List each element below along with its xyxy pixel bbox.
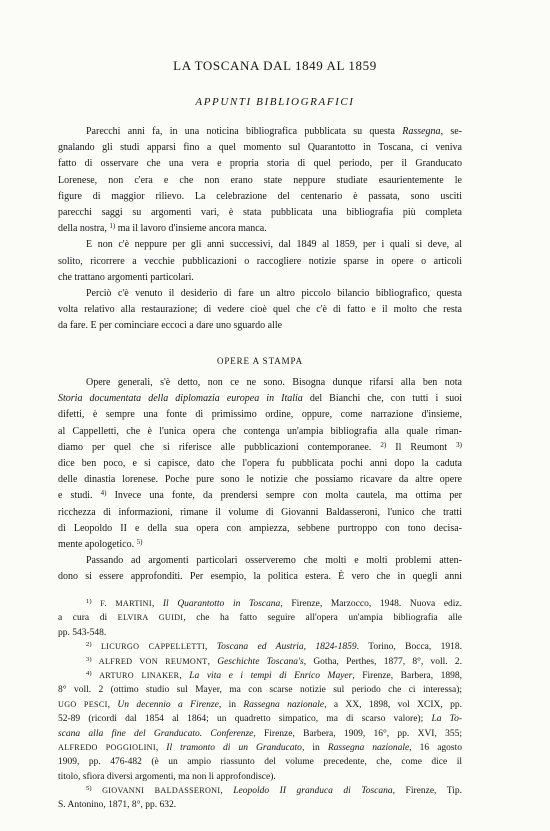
text-run — [92, 671, 100, 681]
footnotes — [58, 597, 462, 813]
text-line — [58, 173, 462, 189]
text-line — [58, 553, 462, 569]
text-line — [58, 124, 462, 140]
text-line — [58, 302, 462, 318]
text-line — [58, 472, 462, 488]
footnote-line — [58, 698, 462, 712]
text-line — [58, 391, 462, 407]
footnote-line — [58, 669, 462, 683]
text-run: diamo per quel che si riferisce alle pubblicazioni contemporanee. — [58, 441, 381, 453]
text-run: ma il lavoro d'insieme ancora manca. — [115, 223, 267, 235]
footnote-number: 4) — [86, 669, 92, 677]
text-run: solito, ricorrere a vecchie pubblicazioni o raccogliere notizie sparse in opere o articoli — [58, 255, 462, 267]
text-run: , che ha fatto seguire all'opera un'ampia bibliografia alle — [183, 613, 462, 624]
author-name: UGO PESCI — [58, 699, 108, 709]
text-line — [58, 205, 462, 221]
text-line — [58, 521, 462, 537]
text-run: e studi. — [58, 490, 101, 502]
author-name: F. MARTINI — [100, 599, 152, 608]
text-run: , Firenze, Barbera, 1909, 16°, pp. XVI, 355; — [253, 728, 463, 739]
text-run: Passando ad argomenti particolari osserveremo che molti e molti problemi atten- — [86, 555, 462, 567]
text-run: Lorenese, non c'era e che non erano state neppure studiate esaurientemente le — [58, 174, 462, 186]
text-run: dice ben poco, e si capisce, dato che l'opera fu pubblicata pochi anni dopo la caduta — [58, 457, 462, 469]
text-run: , in — [218, 699, 244, 710]
text-run: parecchi saggi su argomenti vari, è stata pubblicata una bibliografia più completa — [58, 206, 462, 218]
text-line — [58, 488, 462, 504]
footnote-line — [58, 741, 462, 755]
text-line — [58, 318, 462, 334]
italic-text: Un decennio a Firenze — [117, 699, 219, 710]
text-line — [58, 270, 462, 286]
footnote-ref: 3) — [456, 440, 462, 449]
text-run: ricchezza di informazioni, rimane il volume di Giovanni Baldasseroni, l'unico che tratti — [58, 506, 462, 518]
text-run: E non c'è neppure per gli anni successivi, dal 1849 al 1859, per i quali si deve, al — [86, 239, 462, 251]
text-run: , se- — [440, 126, 462, 137]
italic-text: Rassegna nazionale — [243, 699, 325, 710]
text-run: fatto di osservare che una vera e propria storia di quel periodo, per il Granducato — [58, 158, 462, 170]
italic-text: Storia documentata della diplomazia europea in Italia — [58, 393, 303, 405]
italic-text: Leopoldo II granduca di Toscana — [233, 786, 393, 797]
text-run: , Firenze, Tip. — [392, 786, 462, 797]
page-subtitle: APPUNTI BIBLIOGRAFICI — [195, 96, 355, 108]
text-run: , — [179, 670, 190, 681]
text-run: Opere generali, s'è detto, non ce ne sono. Bisogna dunque rifarsi alla ben nota — [86, 377, 462, 388]
footnote-ref: 2) — [380, 440, 387, 449]
author-name: ALFRED VON REUMONT — [98, 656, 208, 666]
text-line — [58, 440, 462, 456]
text-run — [92, 786, 103, 796]
footnote-number: 1) — [86, 598, 92, 606]
footnote-ref: 1) — [109, 221, 116, 230]
text-run: gnalando gli studi apparsi fino a quel momento sul Quarantotto in Toscana, ci veniva — [58, 142, 462, 154]
footnote-line — [58, 770, 462, 784]
text-run: , in — [301, 742, 328, 753]
text-run: 52-89 (ricordi dal 1854 al 1864; un quadretto simpatico, ma di scarso valore); — [58, 714, 432, 725]
footnote-line — [58, 683, 462, 697]
text-run: difetti, è sempre una fonte di primissimo ordine, oppure, come narrazione d'insieme, — [58, 409, 462, 421]
text-run: pp. 543-548. — [58, 627, 107, 638]
text-line — [58, 456, 462, 472]
footnote-line — [58, 712, 462, 726]
author-name: GIOVANNI BALDASSERONI — [102, 786, 221, 796]
text-line — [58, 569, 462, 585]
text-run: volta relativo alla restaurazione; di vedere cioè quel che c'è di fatto e il molto che resta — [58, 304, 462, 316]
text-run: figure di maggior rilievo. La celebrazione del centenario è passata, sono usciti — [58, 190, 462, 202]
text-run: , Firenze, Marzocco, 1948. Nuova ediz. — [280, 599, 463, 609]
text-run: , — [207, 656, 218, 667]
footnote-line — [58, 798, 462, 812]
italic-text: La vita e i tempi di Enrico Mayer — [189, 670, 353, 681]
text-run — [92, 599, 101, 609]
footnote-number: 2) — [86, 641, 92, 649]
text-run: a cura di — [58, 613, 118, 624]
footnote-line — [58, 626, 462, 640]
text-run: Invece una fonte, da prendersi sempre con molta cautela, ma ottima per — [106, 490, 462, 502]
footnote-ref: 4) — [100, 489, 107, 498]
text-run: che trattano argomenti particolari. — [58, 271, 194, 283]
text-line — [58, 505, 462, 521]
text-run: , 16 agosto — [409, 742, 463, 753]
text-run: delle dinastia lorenese. Poche pure sono le notizie che possiamo ricavare da altre opere — [58, 474, 462, 486]
text-line — [58, 537, 462, 553]
text-run: del Bianchi che, con tutti i suoi — [302, 393, 462, 405]
footnote-line — [58, 727, 462, 741]
section-text — [58, 375, 462, 585]
text-run: , — [151, 599, 163, 609]
text-run: , — [107, 699, 118, 710]
text-run: Perciò c'è venuto il desiderio di fare un altro piccolo bilancio bibliografico, questa — [86, 287, 462, 299]
section-heading: OPERE A STAMPA — [216, 356, 304, 366]
text-run: dono si essere approfonditi. Per esempio, la politica estera. È vero che in quegli anni — [58, 571, 462, 583]
footnote-number: 5) — [86, 785, 92, 793]
text-run: , Gotha, Perthes, 1877, 8°, voll. 2. — [303, 656, 463, 667]
text-run: , — [155, 742, 167, 753]
text-run: , Firenze, Barbera, 1898, — [352, 670, 463, 681]
text-run: Parecchi anni fa, in una noticina bibliografica pubblicata su questa — [86, 126, 403, 137]
footnote-line — [58, 611, 462, 625]
italic-text: Rassegna — [402, 126, 441, 137]
text-run: mente apologetico. — [58, 538, 137, 550]
text-run: al Cappelletti, che è l'unica opera che contenga un'ampia bibliografia alla quale riman- — [58, 425, 462, 437]
text-line — [58, 375, 462, 391]
footnote-line — [58, 784, 462, 798]
footnote-line — [58, 655, 462, 669]
text-line — [58, 189, 462, 205]
text-line — [58, 407, 462, 423]
footnote-ref: 5) — [136, 537, 143, 546]
text-line — [58, 237, 462, 253]
italic-text: Rassegna nazionale — [327, 742, 410, 753]
text-run — [92, 642, 101, 652]
text-line — [58, 254, 462, 270]
footnote-number: 3) — [86, 655, 92, 663]
italic-text: Il tramonto di un Granducato — [166, 742, 302, 753]
text-run: , — [220, 786, 234, 797]
italic-text: Toscana ed Austria, 1824-1859 — [216, 642, 357, 653]
intro-text — [58, 124, 462, 334]
text-run: , — [204, 642, 217, 653]
italic-text: Geschichte Toscana's — [217, 656, 304, 667]
text-run: 1909, pp. 476-482 (è un ampio riassunto del volume precedente, che, come dice il — [58, 757, 462, 768]
text-run: , a XX, 1898, vol XCIX, pp. — [324, 699, 462, 710]
text-run: S. Antonino, 1871, 8°, pp. 632. — [58, 800, 177, 811]
text-run: Il Reumont — [386, 441, 457, 453]
text-line — [58, 140, 462, 156]
footnote-line — [58, 597, 462, 611]
text-line — [58, 221, 462, 237]
text-run: da fare. E per cominciare eccoci a dare uno sguardo alle — [58, 320, 283, 332]
author-name: LICURGO CAPPELLETTI — [100, 642, 205, 652]
text-run: titolo, sfiora diversi argomenti, ma non li approfondisce). — [58, 771, 276, 782]
text-line — [58, 286, 462, 302]
text-line — [58, 156, 462, 172]
author-name: ALFREDO POGGIOLINI — [58, 742, 156, 752]
text-run: della nostra, — [58, 223, 110, 235]
text-run: di Leopoldo II e della sua opera con ampiezza, sebbene purtroppo con tono decisa- — [58, 522, 462, 534]
italic-text: La To- — [431, 714, 463, 725]
footnote-line — [58, 640, 462, 654]
text-run: . Torino, Bocca, 1918. — [356, 642, 463, 653]
text-run: 8° voll. 2 (ottimo studio sul Mayer, ma con scarse notizie sul periodo che ci interessa); — [58, 685, 462, 696]
italic-text: scana alla fine del Granducato. Conferenze — [58, 728, 254, 739]
footnote-line — [58, 755, 462, 769]
italic-text: Il Quarantotto in Toscana — [162, 599, 281, 609]
text-line — [58, 424, 462, 440]
author-name: ARTURO LINAKER — [99, 670, 180, 680]
page-title: LA TOSCANA DAL 1849 AL 1859 — [173, 58, 377, 73]
text-run — [92, 657, 99, 667]
author-name: ELVIRA GUIDI — [117, 613, 184, 623]
